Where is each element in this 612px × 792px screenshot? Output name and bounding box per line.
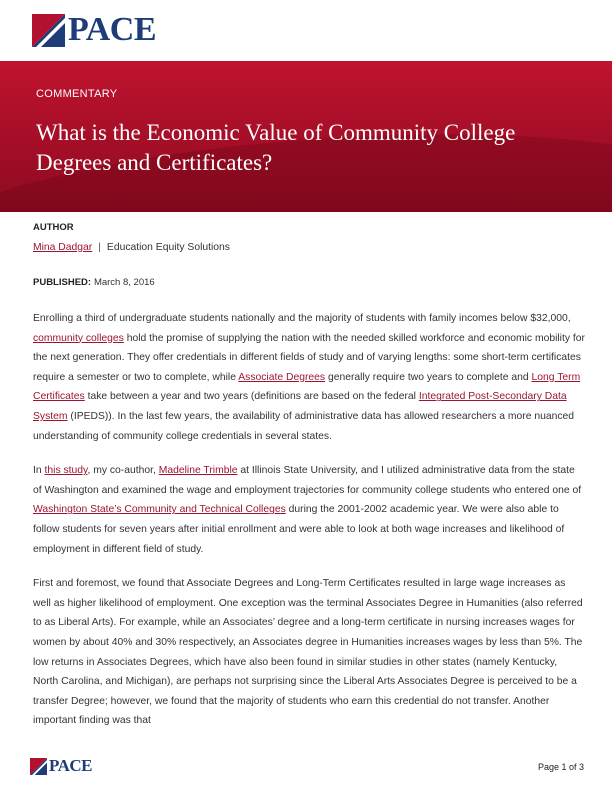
paragraph-text: at Illinois State University, and I utilized administrative data from the state of Washington and examined the wage and employment trajectories for community college students who entered one of	[33, 465, 582, 496]
page-title: What is the Economic Value of Community College Degrees and Certificates?	[36, 120, 516, 175]
author-name-link[interactable]: Mina Dadgar	[33, 242, 93, 253]
footer-pace-logo[interactable]	[30, 757, 92, 775]
pace-logo[interactable]	[32, 12, 156, 48]
paragraph-text: In	[33, 465, 45, 477]
long-term-certificates-link[interactable]: Long Term Certificates	[33, 371, 581, 403]
section-kicker: COMMENTARY	[36, 88, 118, 100]
pace-logo-mark-icon	[30, 758, 47, 775]
associate-degrees-link[interactable]: Associate Degrees	[238, 371, 326, 383]
author-label: AUTHOR	[33, 222, 74, 233]
article-content	[33, 222, 585, 731]
paragraph-text: , my co-author,	[87, 465, 159, 477]
paragraph-2	[33, 461, 585, 559]
author-affiliation: Education Equity Solutions	[106, 242, 230, 253]
washington-colleges-link[interactable]: Washington State’s Community and Technical Colleges	[33, 504, 286, 516]
community-colleges-link[interactable]: community colleges	[33, 332, 124, 344]
footer-pace-logo-text: PACE	[49, 756, 93, 775]
pace-logo-mark-icon	[32, 14, 65, 47]
page-number: Page 1 of 3	[537, 762, 584, 772]
pace-logo-text: PACE	[68, 11, 157, 48]
published-line	[33, 276, 585, 290]
paragraph-text: hold the promise of supplying the nation with the needed skilled workforce and economic mobility for the next generation. They offer credentials in different fields of study and of varying lengths: some short-term certificates require a semester or two to complete, while	[33, 332, 585, 383]
madeline-trimble-link[interactable]: Madeline Trimble	[158, 465, 238, 477]
this-study-link[interactable]: this study	[44, 465, 88, 477]
paragraph-text: Enrolling a third of undergraduate students nationally and the majority of students with family incomes below $32,000,	[33, 313, 571, 324]
author-line	[33, 241, 585, 255]
ipeds-link[interactable]: Integrated Post-Secondary Data System	[33, 391, 567, 422]
paragraph-text: generally require two years to complete and	[325, 371, 532, 383]
article-body	[33, 309, 585, 731]
paragraph-3	[33, 574, 585, 731]
paragraph-text: during the 2001-2002 academic year. We were also able to follow students for seven years after initial enrollment and were able to look at both wage increases and likelihood of employment in different field of study.	[33, 504, 565, 555]
published-label: PUBLISHED:	[33, 277, 92, 288]
paragraph-1	[33, 309, 585, 446]
published-date: March 8, 2016	[93, 277, 155, 288]
paragraph-text: (IPEDS)). In the last few years, the availability of administrative data has allowed researchers a more nuanced understanding of community college credentials in several states.	[33, 410, 575, 442]
author-separator: |	[98, 242, 101, 253]
paragraph-text: take between a year and two years (definitions are based on the federal	[84, 391, 419, 403]
paragraph-text: First and foremost, we found that Associate Degrees and Long-Term Certificates resulted in large wage increases as well as higher likelihood of employment. One exception was the terminal Associates Degree in Humanities (also referred to as Liberal Arts). For example, while an Associates’ degree and a long-term certificate in nursing increases wages for women by about 40% and 30% respectively, an Associates degree in Humanities increases wages by less than 5%. The low returns in Associates Degrees, which have also been found in similar studies in other states (namely Kentucky, North Carolina, and Michigan), are perhaps not surprising since the Liberal Arts Associates Degree is perceived to be a transfer Degree; however, we found that the majority of students who earn this credential do not transfer. Another important finding was that	[33, 578, 583, 727]
header-banner	[0, 61, 612, 212]
